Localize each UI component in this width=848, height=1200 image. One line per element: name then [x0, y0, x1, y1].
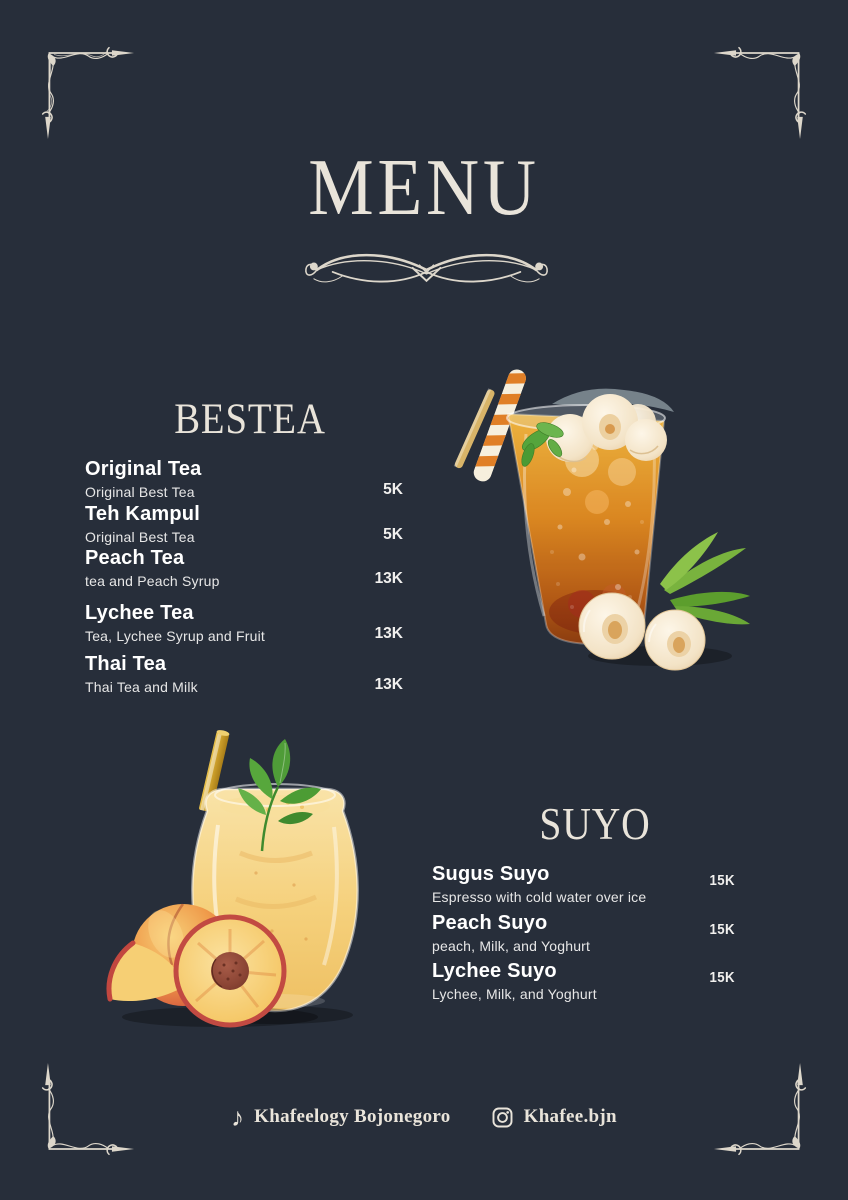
item-price: 15K [709, 969, 735, 986]
item-name: Lychee Tea [85, 602, 194, 624]
item-price: 15K [709, 921, 735, 938]
item-description: Lychee, Milk, and Yoghurt [432, 986, 597, 1002]
page-title: MENU [308, 144, 540, 232]
instagram-handle: Khafee.bjn [523, 1106, 617, 1127]
section-heading-suyo: SUYO [539, 799, 651, 849]
menu-item-lychee-suyo [432, 960, 735, 1002]
menu-item-sugus-suyo [432, 863, 735, 905]
item-description: Original Best Tea [85, 484, 195, 500]
item-description: tea and Peach Syrup [85, 573, 220, 589]
menu-item-original-tea [85, 458, 403, 500]
item-description: Original Best Tea [85, 529, 195, 545]
brand-name: Khafeelogy Bojonegoro [254, 1106, 451, 1127]
item-name: Thai Tea [85, 653, 167, 675]
corner-flourish-top-right [713, 40, 813, 140]
item-name: Original Tea [85, 458, 202, 480]
item-price: 13K [374, 570, 403, 587]
menu-item-thai-tea [85, 653, 403, 695]
menu-item-lychee-tea [85, 602, 403, 644]
music-note-icon: ♪ [231, 1102, 245, 1132]
item-price: 15K [709, 872, 735, 889]
instagram-group [491, 1106, 617, 1129]
item-price: 13K [374, 625, 403, 642]
item-price: 5K [383, 526, 403, 543]
item-description: Espresso with cold water over ice [432, 889, 647, 905]
item-price: 13K [374, 676, 403, 693]
item-description: Tea, Lychee Syrup and Fruit [85, 628, 265, 644]
item-name: Peach Tea [85, 547, 185, 569]
brand-group [231, 1104, 450, 1130]
peach-smoothie-photo [80, 703, 410, 1033]
item-name: Peach Suyo [432, 912, 548, 934]
footer [0, 1104, 848, 1130]
item-price: 5K [383, 481, 403, 498]
section-heading-bestea: BESTEA [174, 396, 326, 443]
instagram-icon [491, 1106, 514, 1129]
item-name: Sugus Suyo [432, 863, 550, 885]
menu-item-peach-suyo [432, 912, 735, 954]
menu-item-teh-kampul [85, 503, 403, 545]
lychee-iced-tea-photo [432, 352, 762, 682]
item-description: Thai Tea and Milk [85, 679, 198, 695]
menu-item-peach-tea [85, 547, 403, 589]
item-name: Teh Kampul [85, 503, 200, 525]
corner-flourish-top-left [35, 40, 135, 140]
item-name: Lychee Suyo [432, 960, 557, 982]
divider-flourish [303, 240, 550, 290]
item-description: peach, Milk, and Yoghurt [432, 938, 591, 954]
